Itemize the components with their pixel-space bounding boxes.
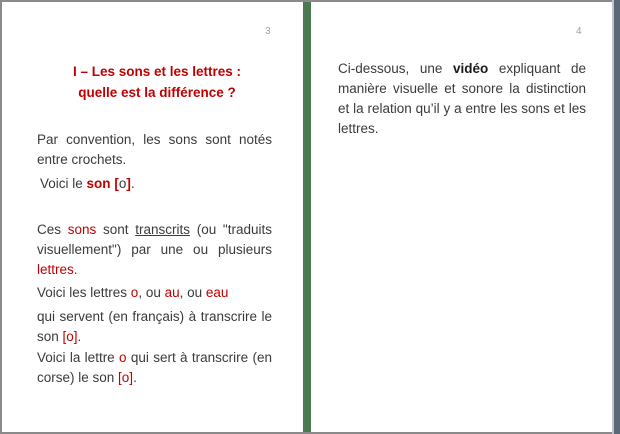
- text-span: sont: [96, 222, 136, 237]
- paragraph-corse: [37, 348, 272, 388]
- paragraph-text: Par convention, les sons sont notés entre crochets.: [37, 132, 272, 167]
- text-span: qui servent (en français) à transcrire le son: [37, 309, 272, 344]
- text-span: .: [133, 370, 137, 385]
- highlight-o: o: [130, 285, 139, 300]
- section-heading-line1: I – Les sons et les lettres :: [72, 64, 242, 79]
- phoneme-symbol: o: [118, 176, 127, 191]
- text-span: Ces: [37, 222, 68, 237]
- paragraph-video-intro: [338, 59, 586, 139]
- text-span: Ci-dessous, une: [338, 61, 453, 76]
- page-4: [311, 2, 612, 432]
- highlight-son: son: [86, 176, 111, 191]
- bracket-close: ]: [126, 176, 131, 191]
- scrollbar-edge: [612, 0, 620, 434]
- paragraph-voici-lettres: [37, 283, 277, 303]
- section-heading-line2: quelle est la différence ?: [78, 85, 236, 100]
- highlight-eau: eau: [205, 285, 229, 300]
- text-span: qui sert à transcrire (en corse) le son: [37, 350, 272, 385]
- page-divider: [303, 2, 311, 432]
- text-span: Voici les lettres: [37, 285, 131, 300]
- paragraph-transcription: [37, 220, 272, 280]
- underlined-transcrits: transcrits: [135, 222, 190, 237]
- text-span: Voici la lettre: [37, 350, 120, 365]
- highlight-sons: sons: [67, 222, 97, 237]
- text-span: (ou "traduits visuellement") par une ou plusieurs: [37, 222, 272, 257]
- paragraph-convention: [37, 130, 272, 170]
- text-span: , ou: [179, 285, 206, 300]
- highlight-au: au: [164, 285, 180, 300]
- text-span: .: [130, 176, 135, 191]
- page-number: 4: [576, 26, 582, 37]
- paragraph-voici-son: [40, 174, 280, 194]
- text-span: Voici le: [40, 176, 87, 191]
- highlight-o: o: [119, 350, 127, 365]
- text-span: .: [77, 329, 82, 344]
- bold-video: vidéo: [452, 61, 489, 76]
- phoneme-o: [o]: [118, 370, 134, 385]
- phoneme-o: [o]: [62, 329, 78, 344]
- page-3: [2, 2, 303, 432]
- paragraph-francais: [37, 307, 272, 347]
- text-span: expliquant de manière visuelle et sonore la distinction et la relation qu’il y a entre les sons et les lettres.: [338, 61, 586, 136]
- page-number: 3: [265, 26, 271, 37]
- text-span: .: [73, 262, 78, 277]
- text-span: , ou: [138, 285, 165, 300]
- bracket-open: [: [114, 176, 119, 191]
- highlight-lettres: lettres: [37, 262, 74, 277]
